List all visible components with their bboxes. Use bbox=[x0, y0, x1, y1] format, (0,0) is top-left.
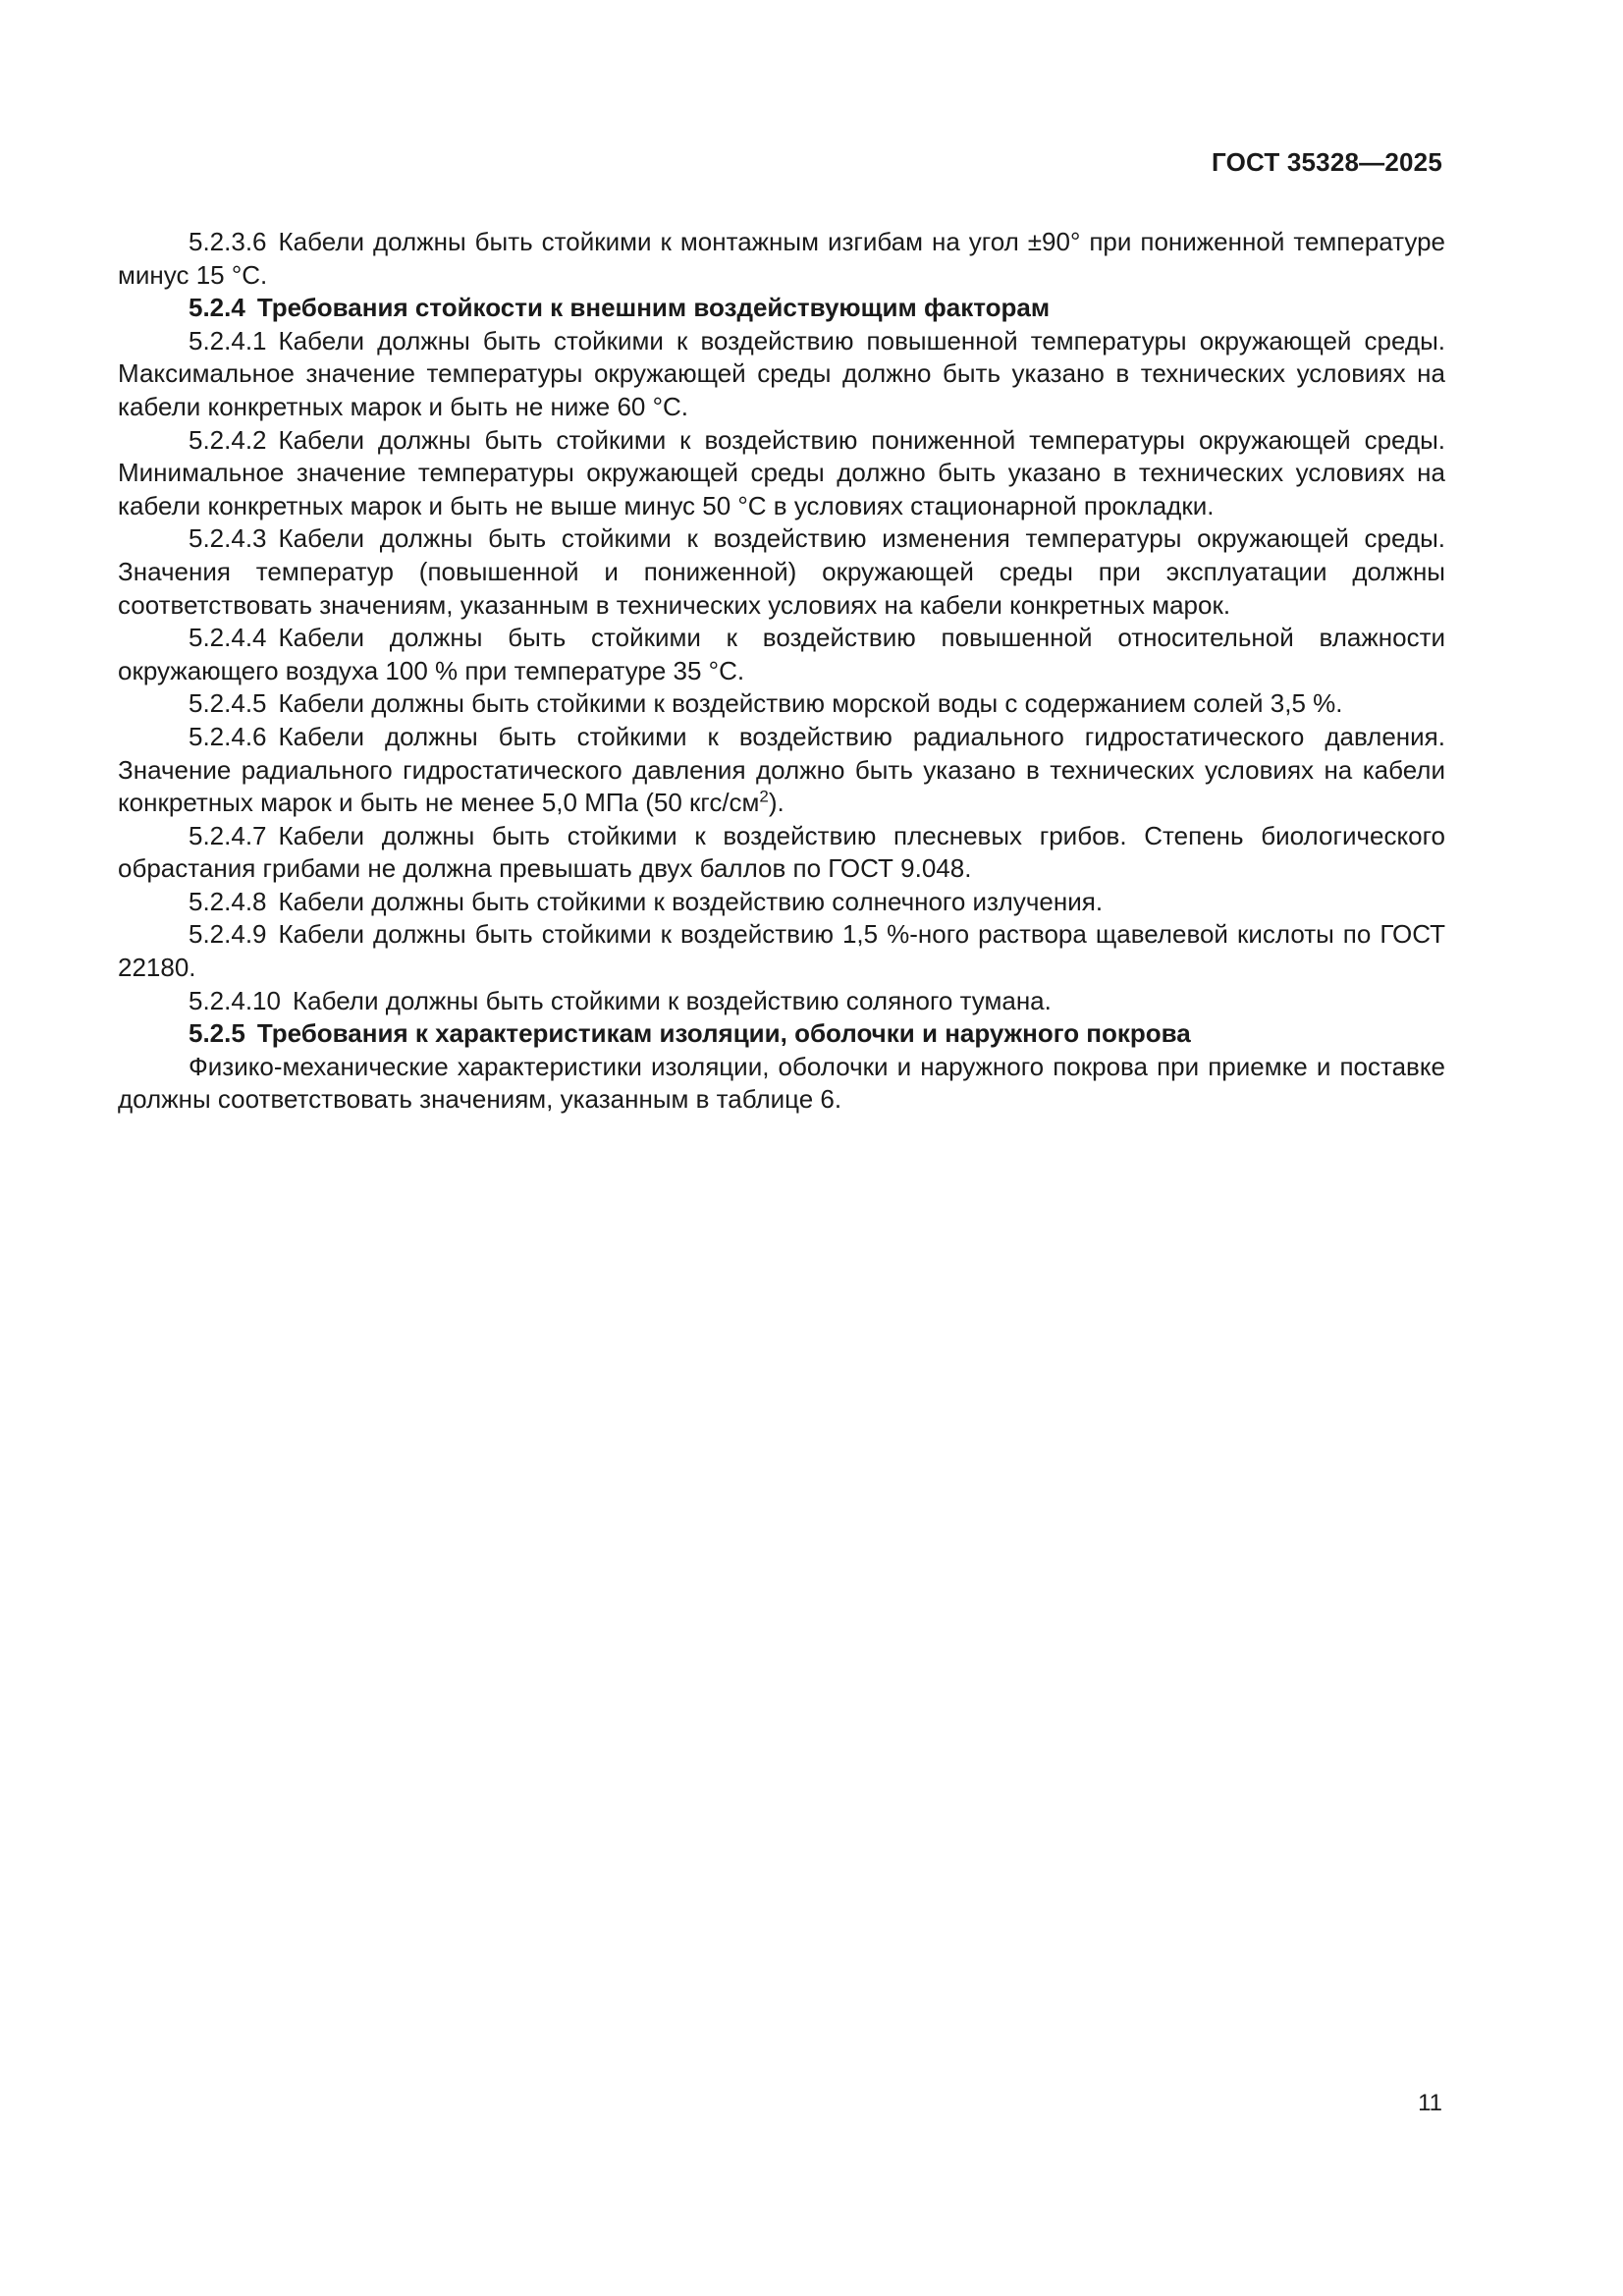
clause-number: 5.2.4.2 bbox=[189, 424, 267, 455]
clause-number: 5.2.3.6 bbox=[189, 227, 267, 256]
clause-5-2-4-3 bbox=[118, 522, 1445, 622]
clause-text: Кабели должны быть стойкими к воздействию повышенной температуры окружающей среды. Максимальное значение температуры окружающей среды должно быть указано в технических условиях на кабели конкретных марок и быть не ниже 60 °С. bbox=[118, 325, 1445, 421]
document-header: ГОСТ 35328—2025 bbox=[1212, 147, 1442, 177]
section-heading-5-2-5 bbox=[118, 1017, 1445, 1051]
clause-text: Кабели должны быть стойкими к воздействию морской воды с содержанием солей 3,5 %. bbox=[278, 688, 1343, 719]
clause-5-2-4-1 bbox=[118, 325, 1445, 424]
section-number: 5.2.4 bbox=[189, 293, 245, 323]
clause-5-2-4-2 bbox=[118, 424, 1445, 523]
body-paragraph bbox=[118, 1051, 1445, 1117]
clause-text: Кабели должны быть стойкими к воздействию пониженной температуры окружающей среды. Минимальное значение температуры окружающей среды должно быть указано в технических условиях на кабели конкретных марок и быть не выше минус 50 °С в условиях стационарной прокладки. bbox=[118, 424, 1445, 520]
clause-5-2-4-6 bbox=[118, 721, 1445, 820]
clause-number: 5.2.4.5 bbox=[189, 688, 267, 719]
clause-number: 5.2.4.4 bbox=[189, 623, 267, 653]
clause-number: 5.2.4.6 bbox=[189, 721, 267, 751]
page-number: 11 bbox=[1418, 2090, 1442, 2116]
clause-5-2-4-9 bbox=[118, 918, 1445, 984]
clause-5-2-4-4 bbox=[118, 622, 1445, 687]
section-number: 5.2.5 bbox=[189, 1018, 245, 1049]
clause-text: Кабели должны быть стойкими к воздействию радиального гидростатического давления. Значение радиального гидростатического давления должно быть указано в технических условиях на кабели конкретных марок и быть не менее 5,0 МПа (50 кгс/см bbox=[118, 721, 1445, 818]
clause-number: 5.2.4.3 bbox=[189, 523, 267, 554]
clause-number: 5.2.4.8 bbox=[189, 886, 267, 916]
section-heading-5-2-4 bbox=[118, 292, 1445, 325]
clause-text: Кабели должны быть стойкими к воздействию повышенной относительной влажности окружающего воздуха 100 % при температуре 35 °С. bbox=[118, 623, 1445, 685]
superscript: 2 bbox=[759, 787, 769, 806]
section-title: Требования стойкости к внешним воздействующим факторам bbox=[256, 293, 1051, 323]
clause-text: Кабели должны быть стойкими к воздействию изменения температуры окружающей среды. Значения температур (повышенной и пониженной) окружающей среды при эксплуатации должны соответствовать значениям, указанным в технических условиях на кабели конкретных марок. bbox=[118, 523, 1445, 620]
paragraph-text: Физико-механические характеристики изоляции, оболочки и наружного покрова при приемке и поставке должны соответствовать значениям, указанным в таблице 6. bbox=[118, 1051, 1445, 1115]
document-body bbox=[118, 226, 1445, 1117]
clause-text: Кабели должны быть стойкими к воздействию плесневых грибов. Степень биологического обрастания грибами не должна превышать двух баллов по ГОСТ 9.048. bbox=[118, 820, 1445, 884]
clause-5-2-4-10 bbox=[118, 985, 1445, 1018]
clause-number: 5.2.4.9 bbox=[189, 919, 267, 950]
clause-text: Кабели должны быть стойкими к монтажным изгибам на угол ±90° при пониженной температуре минус 15 °С. bbox=[118, 227, 1445, 290]
clause-text-end: ). bbox=[768, 788, 784, 818]
clause-number: 5.2.4.7 bbox=[189, 820, 267, 850]
clause-text: Кабели должны быть стойкими к воздействию солнечного излучения. bbox=[278, 886, 1104, 916]
clause-5-2-4-8 bbox=[118, 886, 1445, 919]
clause-5-2-3-6 bbox=[118, 226, 1445, 292]
section-title: Требования к характеристикам изоляции, оболочки и наружного покрова bbox=[256, 1018, 1191, 1049]
clause-number: 5.2.4.10 bbox=[189, 985, 281, 1015]
clause-text: Кабели должны быть стойкими к воздействию 1,5 %-ного раствора щавелевой кислоты по ГОСТ 22180. bbox=[118, 919, 1445, 983]
clause-text: Кабели должны быть стойкими к воздействию соляного тумана. bbox=[292, 985, 1052, 1015]
clause-5-2-4-7 bbox=[118, 820, 1445, 886]
clause-number: 5.2.4.1 bbox=[189, 325, 267, 355]
clause-5-2-4-5 bbox=[118, 687, 1445, 721]
